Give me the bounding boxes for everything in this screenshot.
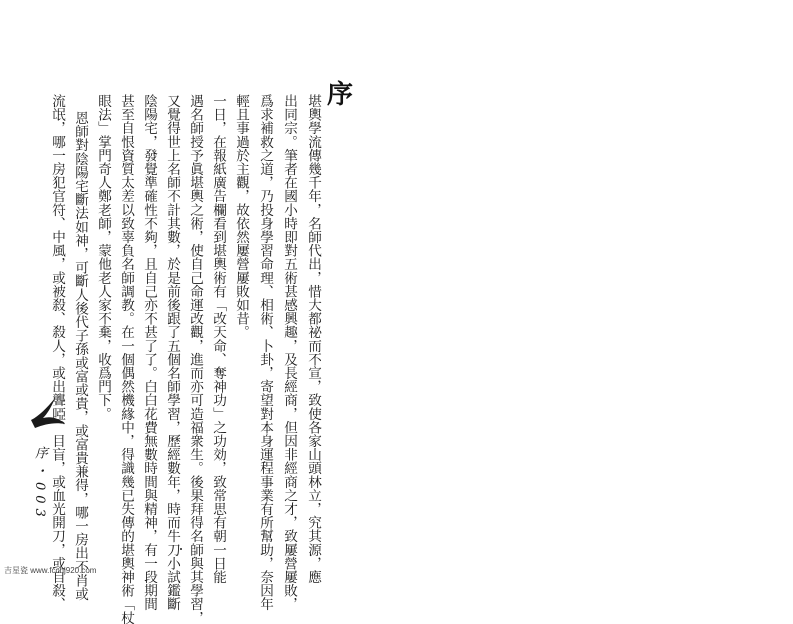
text-column-11: 恩師對陰陽宅斷法如神，可斷人後代子孫或富或貴，或富貴兼得，哪一房出不肖或 — [72, 111, 88, 601]
text-column-7: 又覺得世上名師不計其數，於是前後跟了五個名師學習，歷經數年，時而牛刀小試鑑斷 — [164, 94, 180, 611]
text-column-9: 甚至自恨資質太差以致辜負名師調教。在一個偶然機緣中，得識幾已失傳的堪輿神術「杖 — [118, 94, 134, 624]
text-column-6: 遇名師授予眞堪輿之術，使自己命運改觀，進而亦可造福衆生。後果拜得名師與其學習， — [187, 94, 203, 624]
text-column-1: 堪輿學流傳幾千年，名師代出，惜大都祕而不宣，致使各家山頭林立，究其源，應 — [305, 94, 321, 584]
ink-speck — [180, 548, 182, 550]
text-column-8: 陰陽宅，發覺準確性不夠，且自己亦不甚了了。白白花費無數時間與精神，有一段期間 — [141, 94, 157, 611]
footer-watermark: 吉星瓷 www.fcchj920.com — [4, 566, 97, 575]
page-folio: 序・003 — [32, 446, 47, 522]
text-column-4: 輕且事過於主觀，故依然屢營屢敗如昔。 — [233, 94, 249, 339]
text-column-10: 眼法」掌門奇人鄭老師，蒙他老人家不棄，收爲門下。 — [95, 94, 111, 421]
bird-logo-icon — [25, 394, 69, 434]
text-column-2: 出同宗。筆者在國小時即對五術甚感興趣，及長經商，但因非經商之才，致屢營屢敗， — [281, 94, 297, 611]
text-column-3: 爲求補救之道，乃投身學習命理、相術、卜卦，寄望對本身運程事業有所幫助，奈因年 — [257, 94, 273, 611]
text-column-12: 流氓，哪一房犯官符、中風，或被殺、殺人，或出聾啞、目盲，或血光開刀，或自殺、 — [49, 94, 65, 611]
page-title: 序 — [327, 80, 354, 110]
text-column-5: 一日，在報紙廣告欄看到堪輿術有「改天命、奪神功」之功効，致常思有朝一日能 — [210, 94, 226, 584]
